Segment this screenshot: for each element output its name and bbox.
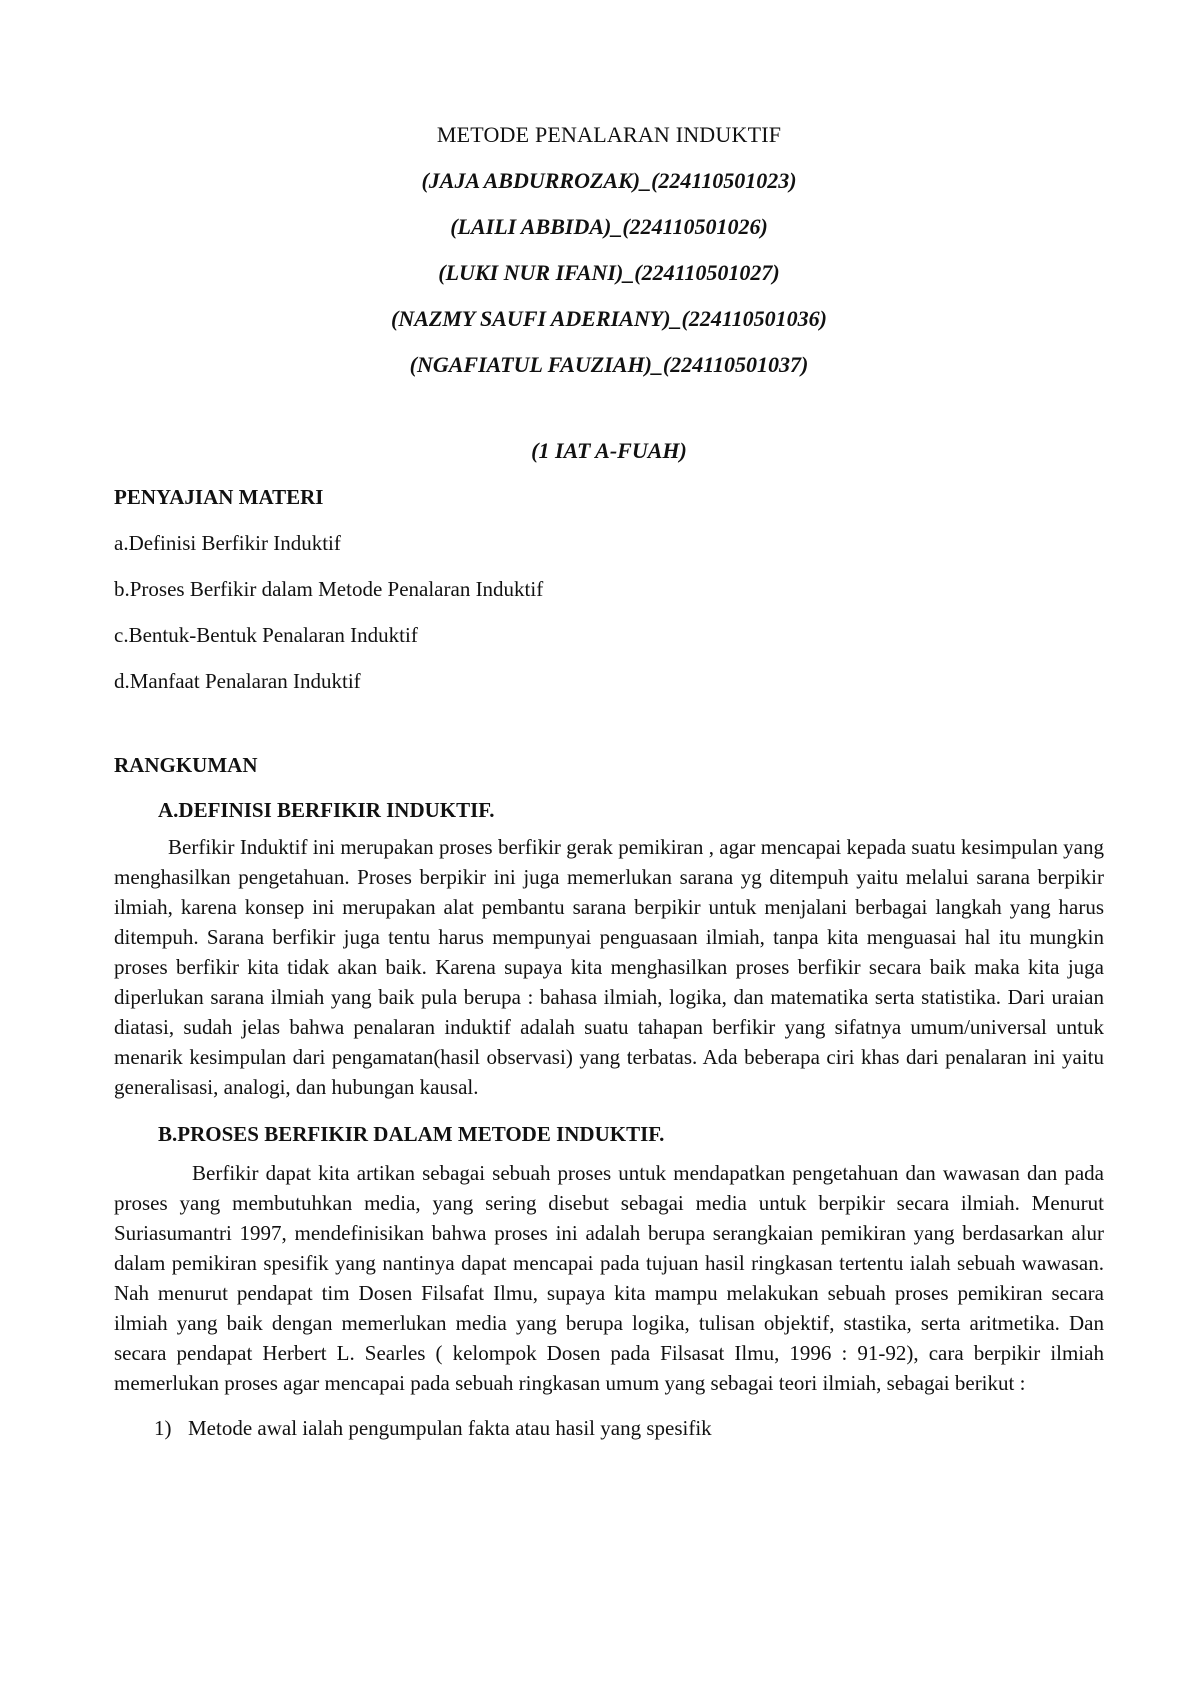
section-a-paragraph: Berfikir Induktif ini merupakan proses berfikir gerak pemikiran , agar mencapai kepada suatu kesimpulan yang menghasilkan pengetahuan. Proses berpikir ini juga memerlukan sarana yg ditempuh yaitu melalui sarana berpikir ilmiah, karena konsep ini merupakan alat pembantu sarana berpikir untuk menjalani berbagai langkah yang harus ditempuh. Sarana berfikir juga tentu harus mempunyai penguasaan ilmiah, tanpa kita menguasai hal itu mungkin proses berfikir kita tidak akan baik. Karena supaya kita menghasilkan proses berfikir secara baik maka kita juga diperlukan sarana ilmiah yang baik pula berupa : bahasa ilmiah, logika, dan matematika serta statistika. Dari uraian diatasi, sudah jelas bahwa penalaran induktif adalah suatu tahapan berfikir yang sifatnya umum/universal untuk menarik kesimpulan dari pengamatan(hasil observasi) yang terbatas. Ada beberapa ciri khas dari penalaran ini yaitu generalisasi, analogi, dan hubungan kausal. (114, 835, 1104, 1099)
document-page (114, 112, 1104, 1672)
class-label: (1 IAT A-FUAH) (531, 438, 687, 463)
document-title: METODE PENALARAN INDUKTIF (436, 122, 782, 147)
author-line: (LUKI NUR IFANI)_(224110501027) (438, 260, 780, 285)
step-text: Metode awal ialah pengumpulan fakta atau hasil yang spesifik (188, 1416, 712, 1440)
materi-list (114, 520, 1104, 704)
penyajian-heading: PENYAJIAN MATERI (114, 485, 324, 509)
title-block (114, 112, 1104, 474)
rangkuman-heading: RANGKUMAN (114, 753, 258, 777)
section-b-paragraph: Berfikir dapat kita artikan sebagai sebuah proses untuk mendapatkan pengetahuan dan wawasan dan pada proses yang membutuhkan media, yang sering disebut sebagai media untuk berpikir secara ilmiah. Menurut Suriasumantri 1997, mendefinisikan bahwa proses ini adalah berupa serangkaian pemikiran yang berdasarkan alur dalam pemikiran spesifik yang nantinya dapat mencapai pada tujuan hasil ringkasan tertentu ialah sebuah wawasan. Nah menurut pendapat tim Dosen Filsafat Ilmu, supaya kita mampu melakukan sebuah proses pemikiran secara ilmiah yang baik dengan memerlukan media yang berupa logika, tulisan objektif, stastika, serta aritmetika. Dan secara pendapat Herbert L. Searles ( kelompok Dosen pada Filsasat Ilmu, 1996 : 91-92), cara berpikir ilmiah memerlukan proses agar mencapai pada sebuah ringkasan umum yang sebagai teori ilmiah, sebagai berikut : (114, 1161, 1104, 1395)
step-item (154, 1408, 1104, 1448)
section-b-heading: B.PROSES BERFIKIR DALAM METODE INDUKTIF. (158, 1122, 665, 1146)
author-line: (JAJA ABDURROZAK)_(224110501023) (421, 168, 797, 193)
author-line: (LAILI ABBIDA)_(224110501026) (450, 214, 768, 239)
author-line: (NGAFIATUL FAUZIAH)_(224110501037) (409, 352, 809, 377)
step-number: 1) (154, 1416, 172, 1440)
author-line: (NAZMY SAUFI ADERIANY)_(224110501036) (391, 306, 827, 331)
materi-item: d.Manfaat Penalaran Induktif (114, 669, 361, 693)
materi-item: c.Bentuk-Bentuk Penalaran Induktif (114, 623, 418, 647)
steps-list (114, 1408, 1104, 1448)
section-a-heading: A.DEFINISI BERFIKIR INDUKTIF. (158, 798, 495, 822)
materi-item: a.Definisi Berfikir Induktif (114, 531, 341, 555)
materi-item: b.Proses Berfikir dalam Metode Penalaran Induktif (114, 577, 544, 601)
